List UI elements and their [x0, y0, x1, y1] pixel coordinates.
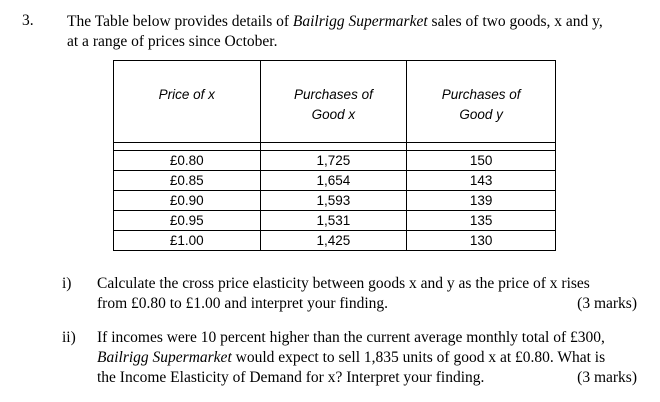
purchases-x-cell: 1,425: [260, 231, 407, 251]
intro-text-cont: sales of two goods, x and y,: [427, 13, 603, 30]
purchases-x-cell: 1,725: [260, 151, 407, 171]
table-row: [114, 151, 556, 171]
table-row: [114, 231, 556, 251]
price-cell: £1.00: [114, 231, 261, 251]
price-cell: £0.80: [114, 151, 261, 171]
subquestion-line: Calculate the cross price elasticity between goods x and y as the price of x rises: [97, 275, 590, 292]
table-spacer-row: [114, 143, 556, 151]
marks-label: (3 marks): [577, 295, 637, 312]
purchases-x-cell: 1,593: [260, 191, 407, 211]
purchases-x-cell: 1,654: [260, 171, 407, 191]
store-name: Bailrigg Supermarket: [97, 349, 232, 366]
table-header-row: [114, 61, 556, 143]
question-number: 3.: [22, 12, 34, 29]
subquestion-line: If incomes were 10 percent higher than the current average monthly total of £300,: [97, 329, 605, 346]
subquestion-line: Bailrigg Supermarket would expect to sell 1,835 units of good x at £0.80. What is: [97, 349, 606, 366]
intro-text: The Table below provides details of: [67, 13, 293, 30]
marks-label: (3 marks): [577, 369, 637, 386]
header-purchases-x: Purchases of Good x: [260, 61, 407, 143]
header-price-x: Price of x: [114, 61, 261, 143]
subquestion-line: from £0.80 to £1.00 and interpret your finding. (3 marks): [97, 295, 637, 312]
table-row: [114, 211, 556, 231]
header-purchases-y: Purchases of Good y: [407, 61, 556, 143]
purchases-y-cell: 130: [469, 232, 493, 248]
purchases-y-cell: 135: [407, 211, 556, 231]
purchases-y-cell: 139: [407, 191, 556, 211]
price-cell: £0.85: [114, 171, 261, 191]
subquestion-line: the Income Elasticity of Demand for x? Interpret your finding. (3 marks): [97, 369, 637, 386]
subquestion-label: ii): [62, 329, 76, 346]
purchases-x-cell: 1,531: [260, 211, 407, 231]
purchases-y-cell: 150: [407, 151, 556, 171]
price-cell: £0.90: [114, 191, 261, 211]
subquestion-body: [97, 328, 637, 388]
purchases-y-cell: 143: [407, 171, 556, 191]
table-row: [114, 171, 556, 191]
question-intro: [67, 12, 642, 52]
intro-line-2: at a range of prices since October.: [67, 33, 278, 50]
table-row: [114, 191, 556, 211]
subquestion-body: [97, 274, 637, 314]
sales-table: [113, 60, 556, 251]
subquestion-label: i): [62, 275, 72, 292]
price-cell: £0.95: [114, 211, 261, 231]
store-name: Bailrigg Supermarket: [292, 13, 428, 30]
